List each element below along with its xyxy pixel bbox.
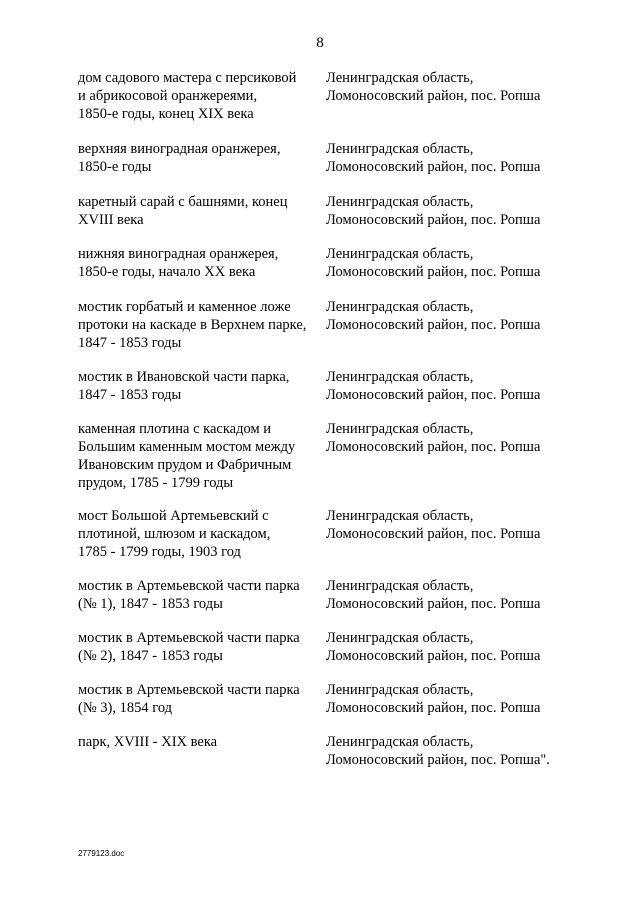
list-item [78, 681, 578, 733]
monument-location: Ленинградская область, Ломоносовский район, пос. Ропша [326, 369, 541, 403]
list-item [78, 193, 578, 245]
list-item [78, 140, 578, 193]
monument-name: нижняя виноградная оранжерея, 1850-е годы, начало XX века [78, 246, 279, 280]
list-item [78, 245, 578, 298]
monument-name: верхняя виноградная оранжерея, 1850-е годы [78, 141, 281, 175]
monument-location: Ленинградская область, Ломоносовский район, пос. Ропша [326, 578, 541, 612]
monument-name: мостик в Артемьевской части парка (№ 2), 1847 - 1853 годы [78, 630, 300, 664]
monument-name: мостик в Артемьевской части парка (№ 1), 1847 - 1853 годы [78, 578, 300, 612]
list-item [78, 69, 578, 140]
monument-location: Ленинградская область, Ломоносовский район, пос. Ропша [326, 70, 541, 104]
monument-location: Ленинградская область, Ломоносовский район, пос. Ропша". [326, 734, 550, 768]
list-item [78, 298, 578, 368]
list-item [78, 629, 578, 681]
monument-name: мостик горбатый и каменное ложе протоки на каскаде в Верхнем парке, 1847 - 1853 годы [78, 299, 307, 351]
monument-location: Ленинградская область, Ломоносовский район, пос. Ропша [326, 141, 541, 175]
monument-name: каретный сарай с башнями, конец XVIII века [78, 194, 288, 228]
list-item [78, 420, 578, 507]
document-filename: 2779123.doc [78, 849, 125, 858]
monument-location: Ленинградская область, Ломоносовский район, пос. Ропша [326, 299, 541, 333]
monument-location: Ленинградская область, Ломоносовский район, пос. Ропша [326, 630, 541, 664]
list-item [78, 577, 578, 629]
monument-list [78, 69, 578, 773]
monument-location: Ленинградская область, Ломоносовский район, пос. Ропша [326, 421, 541, 455]
monument-name: мост Большой Артемьевский с плотиной, шлюзом и каскадом, 1785 - 1799 годы, 1903 год [78, 508, 271, 560]
monument-location: Ленинградская область, Ломоносовский район, пос. Ропша [326, 682, 541, 716]
monument-location: Ленинградская область, Ломоносовский район, пос. Ропша [326, 246, 541, 280]
monument-name: мостик в Артемьевской части парка (№ 3), 1854 год [78, 682, 300, 716]
monument-name: каменная плотина с каскадом и Большим каменным мостом между Ивановским прудом и Фабричным прудом, 1785 - 1799 годы [78, 421, 296, 491]
monument-name: дом садового мастера с персиковой и абрикосовой оранжереями, 1850-е годы, конец XIX века [78, 70, 297, 122]
monument-location: Ленинградская область, Ломоносовский район, пос. Ропша [326, 508, 541, 542]
page-number: 8 [316, 35, 324, 51]
list-item [78, 733, 578, 773]
list-item [78, 368, 578, 420]
monument-name: мостик в Ивановской части парка, 1847 - 1853 годы [78, 369, 290, 403]
list-item [78, 507, 578, 577]
monument-name: парк, XVIII - XIX века [78, 734, 218, 750]
monument-location: Ленинградская область, Ломоносовский район, пос. Ропша [326, 194, 541, 228]
